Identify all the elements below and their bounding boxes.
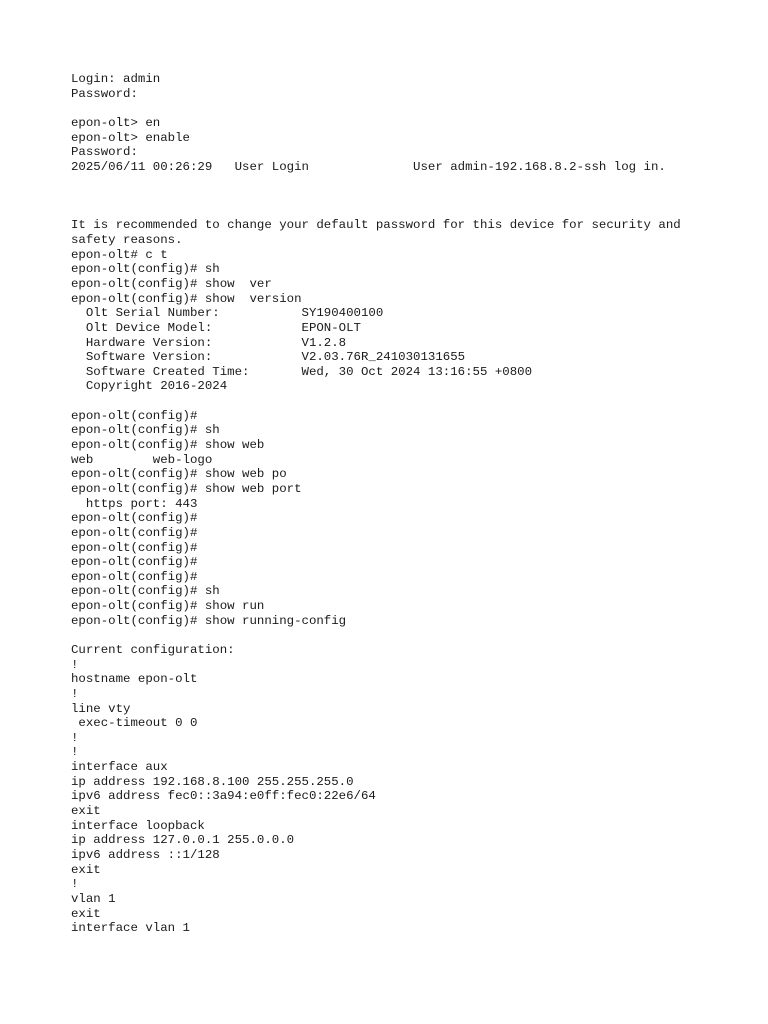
terminal-line: exit xyxy=(71,804,101,819)
terminal-line: interface loopback xyxy=(71,818,205,833)
terminal-line: epon-olt(config)# show web xyxy=(71,438,265,453)
terminal-line: vlan 1 xyxy=(71,891,116,906)
terminal-line: Login: admin xyxy=(71,72,161,86)
terminal-line: epon-olt(config)# sh xyxy=(71,262,220,277)
terminal-line: exit xyxy=(71,862,101,877)
terminal-line: Olt Serial Number: SY190400100 xyxy=(71,306,384,321)
terminal-line: ipv6 address fec0::3a94:e0ff:fec0:22e6/64 xyxy=(71,789,376,804)
terminal-line xyxy=(71,394,751,409)
terminal-line: epon-olt(config)# sh xyxy=(71,423,220,438)
terminal-line xyxy=(71,204,751,219)
terminal-line: line vty xyxy=(71,701,131,716)
terminal-line: ! xyxy=(71,877,79,892)
terminal-transcript xyxy=(71,72,751,936)
terminal-line: Current configuration: xyxy=(71,642,235,657)
terminal-line: ! xyxy=(71,745,79,760)
terminal-line: epon-olt(config)# xyxy=(71,525,198,540)
terminal-line: Software Version: V2.03.76R_241030131655 xyxy=(71,350,466,365)
terminal-line: hostname epon-olt xyxy=(71,672,198,687)
terminal-line: ipv6 address ::1/128 xyxy=(71,847,220,862)
terminal-line: epon-olt(config)# show web po xyxy=(71,467,287,482)
terminal-line: Password: xyxy=(71,145,138,160)
terminal-line: epon-olt(config)# xyxy=(71,408,198,423)
terminal-line: Hardware Version: V1.2.8 xyxy=(71,335,347,350)
terminal-line: epon-olt(config)# show run xyxy=(71,599,265,614)
terminal-line: Copyright 2016-2024 xyxy=(71,379,228,394)
terminal-line: epon-olt(config)# xyxy=(71,569,198,584)
terminal-line: epon-olt(config)# show ver xyxy=(71,276,272,291)
terminal-line: It is recommended to change your default password for this device for security and xyxy=(71,218,681,233)
terminal-line: epon-olt> enable xyxy=(71,130,190,145)
terminal-line: Software Created Time: Wed, 30 Oct 2024 13:16:55 +0800 xyxy=(71,364,533,379)
terminal-line: ! xyxy=(71,730,79,745)
terminal-line: epon-olt(config)# sh xyxy=(71,584,220,599)
terminal-line xyxy=(71,189,751,204)
terminal-line: Olt Device Model: EPON-OLT xyxy=(71,320,361,335)
terminal-line: interface aux xyxy=(71,760,168,775)
terminal-line: https port: 443 xyxy=(71,496,198,511)
terminal-line: epon-olt(config)# xyxy=(71,555,198,570)
terminal-line: epon-olt(config)# xyxy=(71,511,198,526)
terminal-line xyxy=(71,628,751,643)
terminal-line xyxy=(71,174,751,189)
terminal-line: epon-olt> en xyxy=(71,115,161,130)
terminal-line: epon-olt(config)# show web port xyxy=(71,481,302,496)
terminal-line: ip address 192.168.8.100 255.255.255.0 xyxy=(71,774,354,789)
terminal-line: exit xyxy=(71,906,101,921)
terminal-line: exec-timeout 0 0 xyxy=(71,716,198,731)
terminal-line: epon-olt(config)# show running-config xyxy=(71,613,347,628)
terminal-line: interface vlan 1 xyxy=(71,921,190,936)
terminal-line: Password: xyxy=(71,86,138,101)
terminal-line: epon-olt(config)# show version xyxy=(71,291,302,306)
terminal-line: safety reasons. xyxy=(71,233,183,248)
terminal-line xyxy=(71,101,751,116)
terminal-line: epon-olt(config)# xyxy=(71,540,198,555)
terminal-line: epon-olt# c t xyxy=(71,247,168,262)
terminal-line: ! xyxy=(71,686,79,701)
terminal-line: web web-logo xyxy=(71,452,213,467)
terminal-line: ! xyxy=(71,657,79,672)
terminal-line: 2025/06/11 00:26:29 User Login User admin-192.168.8.2-ssh log in. xyxy=(71,159,666,174)
terminal-line: ip address 127.0.0.1 255.0.0.0 xyxy=(71,833,295,848)
